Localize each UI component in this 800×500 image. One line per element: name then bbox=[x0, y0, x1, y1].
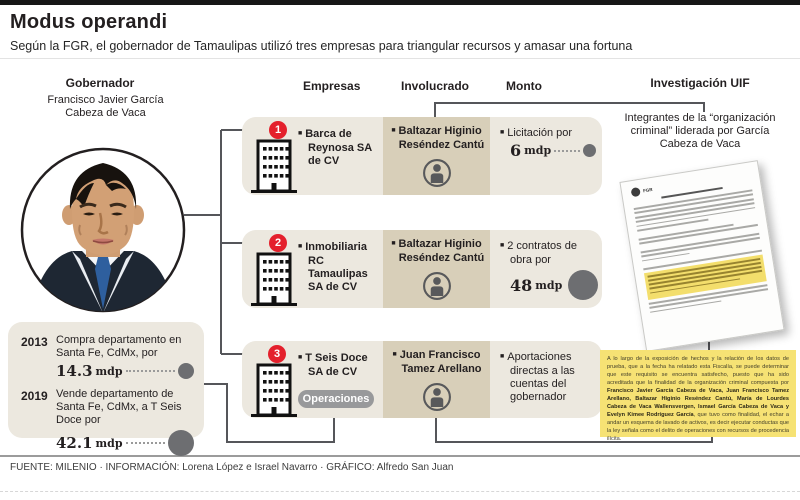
dotted-leader bbox=[554, 150, 580, 152]
involved-name: ■ Baltazar Higinio Reséndez Cantú bbox=[383, 238, 490, 265]
involved-name: ■ Baltazar Higinio Reséndez Cantú bbox=[383, 125, 490, 152]
dotted-leader bbox=[126, 442, 165, 444]
amount-dot bbox=[178, 363, 194, 379]
building-icon bbox=[250, 362, 298, 418]
column-header-governor: Gobernador bbox=[65, 76, 135, 90]
fgr-logo-text: FGR bbox=[642, 186, 653, 194]
person-icon bbox=[422, 382, 452, 412]
header-divider bbox=[0, 58, 800, 59]
amount-dot bbox=[583, 144, 596, 157]
column-header-companies: Empresas bbox=[303, 79, 361, 93]
fgr-seal-icon bbox=[631, 187, 641, 197]
amount-label: ■ Aportaciones directas a las cuentas del gobernador bbox=[500, 351, 596, 404]
operations-tag: Operaciones bbox=[298, 390, 374, 408]
company-row-1 bbox=[242, 117, 602, 195]
amount-figure: 6 mdp bbox=[500, 144, 596, 157]
row-number-badge: 3 bbox=[268, 345, 286, 363]
timeline-year: 2019 bbox=[21, 389, 48, 403]
timeline-amount: 42.1 mdp bbox=[56, 430, 194, 456]
company-row-3 bbox=[242, 341, 602, 418]
row-number-badge: 1 bbox=[269, 121, 287, 139]
page-subtitle: Según la FGR, el gobernador de Tamaulipas utilizó tres empresas para triangular recursos y amasar una fortuna bbox=[10, 39, 633, 53]
person-icon bbox=[422, 271, 452, 301]
timeline-text: Vende departamento de Santa Fe, CdMx, a T Seis Doce por bbox=[56, 388, 182, 426]
amount-dot bbox=[168, 430, 194, 456]
company-name: ■ Barca de Reynosa SA de CV bbox=[298, 128, 382, 168]
bottom-dashed-line bbox=[0, 491, 800, 492]
amount-dot bbox=[568, 270, 598, 300]
amount-label: ■ 2 contratos de obra por bbox=[500, 240, 596, 267]
row-number-badge: 2 bbox=[269, 234, 287, 252]
fgr-document bbox=[619, 160, 784, 352]
column-header-amount: Monto bbox=[506, 79, 542, 93]
portrait-icon bbox=[20, 147, 186, 313]
apartment-timeline-box bbox=[8, 322, 204, 452]
top-black-bar bbox=[0, 0, 800, 5]
governor-portrait-illustration bbox=[20, 147, 186, 313]
timeline-amount: 14.3 mdp bbox=[56, 363, 194, 379]
source-credits: FUENTE: MILENIO · INFORMACIÓN: Lorena López e Israel Navarro · GRÁFICO: Alfredo San Juan bbox=[10, 462, 454, 473]
company-name: ■ Inmobiliaria RC Tamaulipas SA de CV bbox=[298, 241, 382, 294]
amount-figure: 48 mdp bbox=[500, 270, 596, 300]
column-header-involved: Involucrado bbox=[401, 79, 470, 93]
timeline-text: Compra departamento en Santa Fe, CdMx, por bbox=[56, 334, 182, 359]
company-name: ■ T Seis Doce SA de CV bbox=[298, 352, 382, 379]
building-icon bbox=[250, 138, 298, 194]
involved-name: ■ Juan Francisco Tamez Arellano bbox=[383, 349, 490, 376]
column-header-investigation: Investigación UIF bbox=[650, 76, 750, 90]
company-row-2 bbox=[242, 230, 602, 308]
person-icon bbox=[422, 158, 452, 188]
governor-name: Francisco Javier García Cabeza de Vaca bbox=[47, 94, 164, 119]
page-title: Modus operandi bbox=[10, 11, 168, 33]
amount-label: ■ Licitación por bbox=[500, 127, 596, 141]
highlighted-quote-note: A lo largo de la exposición de hechos y la relación de los datos de prueba, que a la fecha ha relatado esta Fiscalía, se puede determinar que este requisito se encuentra satisfecho, puesto que ha sido acreditada que la finalidad de la organización criminal compuesta por Francisco Javier García Cabeza de Vaca, Juan Francisco Tamez Arellano, Baltazar Higinio Reséndez Cantú, María de Lourdes Cabeza de Vaca Wallensvergen, Ismael García Cabeza de Vaca y Evelyn Kimee Rodríguez García, que tuvo como finalidad, el echar a andar un esquema de lavado de activos, es decir ejecutar conductas que la ley señala como el delito de operaciones con recursos de procedencia ilícita. bbox=[600, 350, 796, 437]
building-icon bbox=[250, 251, 298, 307]
dotted-leader bbox=[126, 370, 175, 372]
investigation-intro: Integrantes de la “organización criminal” liderada por García Cabeza de Vaca bbox=[624, 112, 776, 150]
criminal-org-names: Francisco Javier García Cabeza de Vaca, Juan Francisco Tamez Arellano, Baltazar Higinio Reséndez Cantú, María de Lourdes Cabeza de Vaca Wallensvergen, Ismael García Cabeza de Vaca y Evelyn Kimee Rodríguez García bbox=[607, 388, 789, 418]
timeline-year: 2013 bbox=[21, 335, 48, 349]
